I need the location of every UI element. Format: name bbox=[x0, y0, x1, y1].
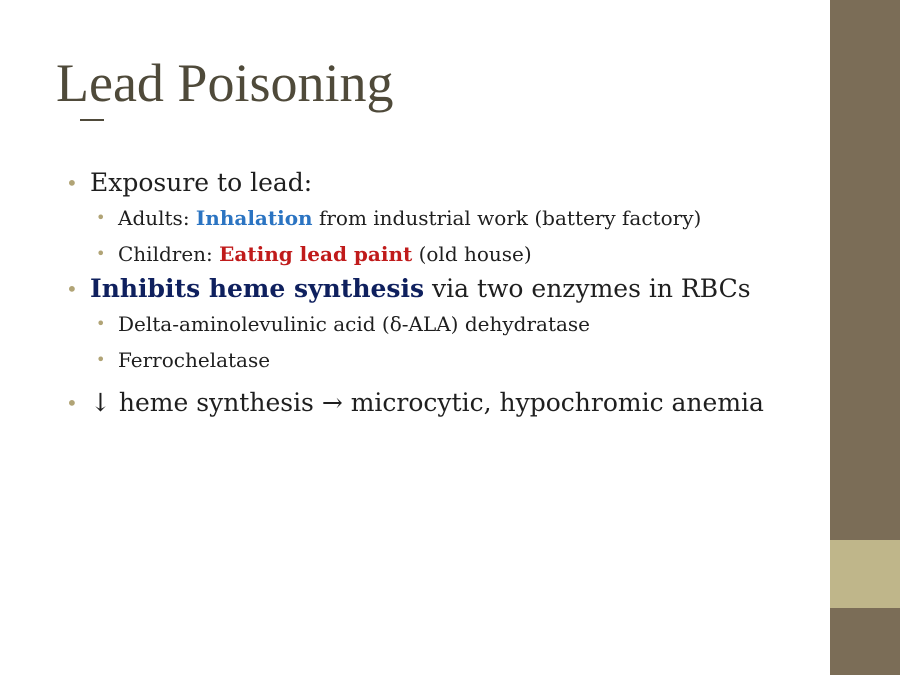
bullet-inhibits bbox=[62, 272, 822, 306]
children-prefix: Children: bbox=[118, 242, 220, 266]
enzyme-ferrochelatase-text: Ferrochelatase bbox=[118, 348, 271, 372]
sub-bullet-adults bbox=[62, 200, 822, 236]
inhibits-highlight: Inhibits heme synthesis bbox=[90, 274, 425, 303]
bullet-list bbox=[62, 166, 822, 420]
adults-highlight: Inhalation bbox=[195, 206, 313, 230]
adults-suffix: from industrial work (battery factory) bbox=[312, 206, 702, 230]
slide-title: Lead Poisoning bbox=[56, 53, 394, 113]
sub-bullet-enzyme-dehydratase bbox=[62, 306, 822, 342]
sub-bullet-children bbox=[62, 236, 822, 272]
title-underline-mark bbox=[80, 119, 104, 121]
bullet-exposure bbox=[62, 166, 822, 200]
children-highlight: Eating lead paint bbox=[219, 242, 413, 266]
adults-prefix: Adults: bbox=[118, 206, 196, 230]
bullet-outcome bbox=[62, 386, 822, 420]
bullet-outcome-text: ↓ heme synthesis → microcytic, hypochromic anemia bbox=[90, 388, 764, 417]
enzyme-dehydratase-text: Delta-aminolevulinic acid (δ-ALA) dehydratase bbox=[118, 312, 591, 336]
side-decor-accent bbox=[830, 540, 900, 608]
inhibits-suffix: via two enzymes in RBCs bbox=[424, 274, 751, 303]
bullet-exposure-text: Exposure to lead: bbox=[90, 168, 313, 197]
sub-bullet-enzyme-ferrochelatase bbox=[62, 342, 822, 378]
children-suffix: (old house) bbox=[412, 242, 532, 266]
